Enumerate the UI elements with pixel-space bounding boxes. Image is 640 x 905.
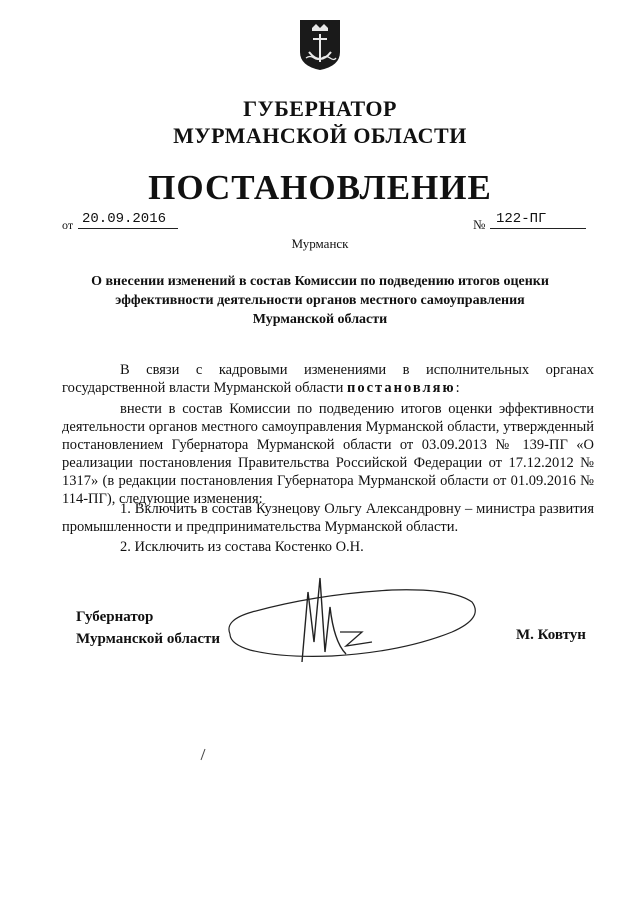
change-item-1: 1. Включить в состав Кузнецову Ольгу Александровну – министра развития промышленности и предпринимательства Мурманской области. [62, 501, 594, 535]
document-date: 20.09.2016 [78, 210, 178, 229]
number-prefix: № [473, 217, 486, 232]
document-subject: О внесении изменений в состав Комиссии по подведению итогов оценки эффективности деятельности органов местного самоуправления Мурманской области [91, 274, 549, 327]
signatory-name: М. Ковтун [516, 627, 586, 643]
city-label: Мурманск [291, 236, 349, 251]
murmansk-coat-of-arms-icon [298, 18, 342, 72]
preamble-text: В связи с кадровыми изменениями в исполнительных органах государственной власти Мурманской области [62, 362, 594, 396]
document-number: 122-ПГ [490, 210, 586, 229]
issuer-title-line2: МУРМАНСКОЙ ОБЛАСТИ [173, 123, 467, 148]
signatory-position [76, 606, 220, 650]
change-item-2: 2. Исключить из состава Костенко О.Н. [120, 539, 364, 555]
date-prefix: от [62, 218, 74, 232]
preamble-paragraph [62, 361, 594, 397]
preamble-colon: : [455, 380, 460, 396]
signatory-position-line1: Губернатор [76, 609, 154, 625]
pen-mark-icon [198, 748, 208, 762]
handwritten-signature [222, 572, 482, 672]
document-type-title: ПОСТАНОВЛЕНИЕ [148, 168, 492, 207]
issuer-title-line1: ГУБЕРНАТОР [243, 96, 397, 121]
decree-keyword: постановляю [347, 380, 456, 396]
decree-paragraph: внести в состав Комиссии по подведению итогов оценки эффективности деятельности органов местного самоуправления Мурманской области, утвержденный постановлением Губернатора Мурманской области от 03.09.2013 № 139-ПГ «О реализации постановления Правительства Российской Федерации от 17.12.2012 № 1317» (в редакции постановления Губернатора Мурманской области от 01.09.2016 № 114-ПГ), следующие изменения: [62, 401, 594, 507]
signatory-position-line2: Мурманской области [76, 631, 221, 647]
